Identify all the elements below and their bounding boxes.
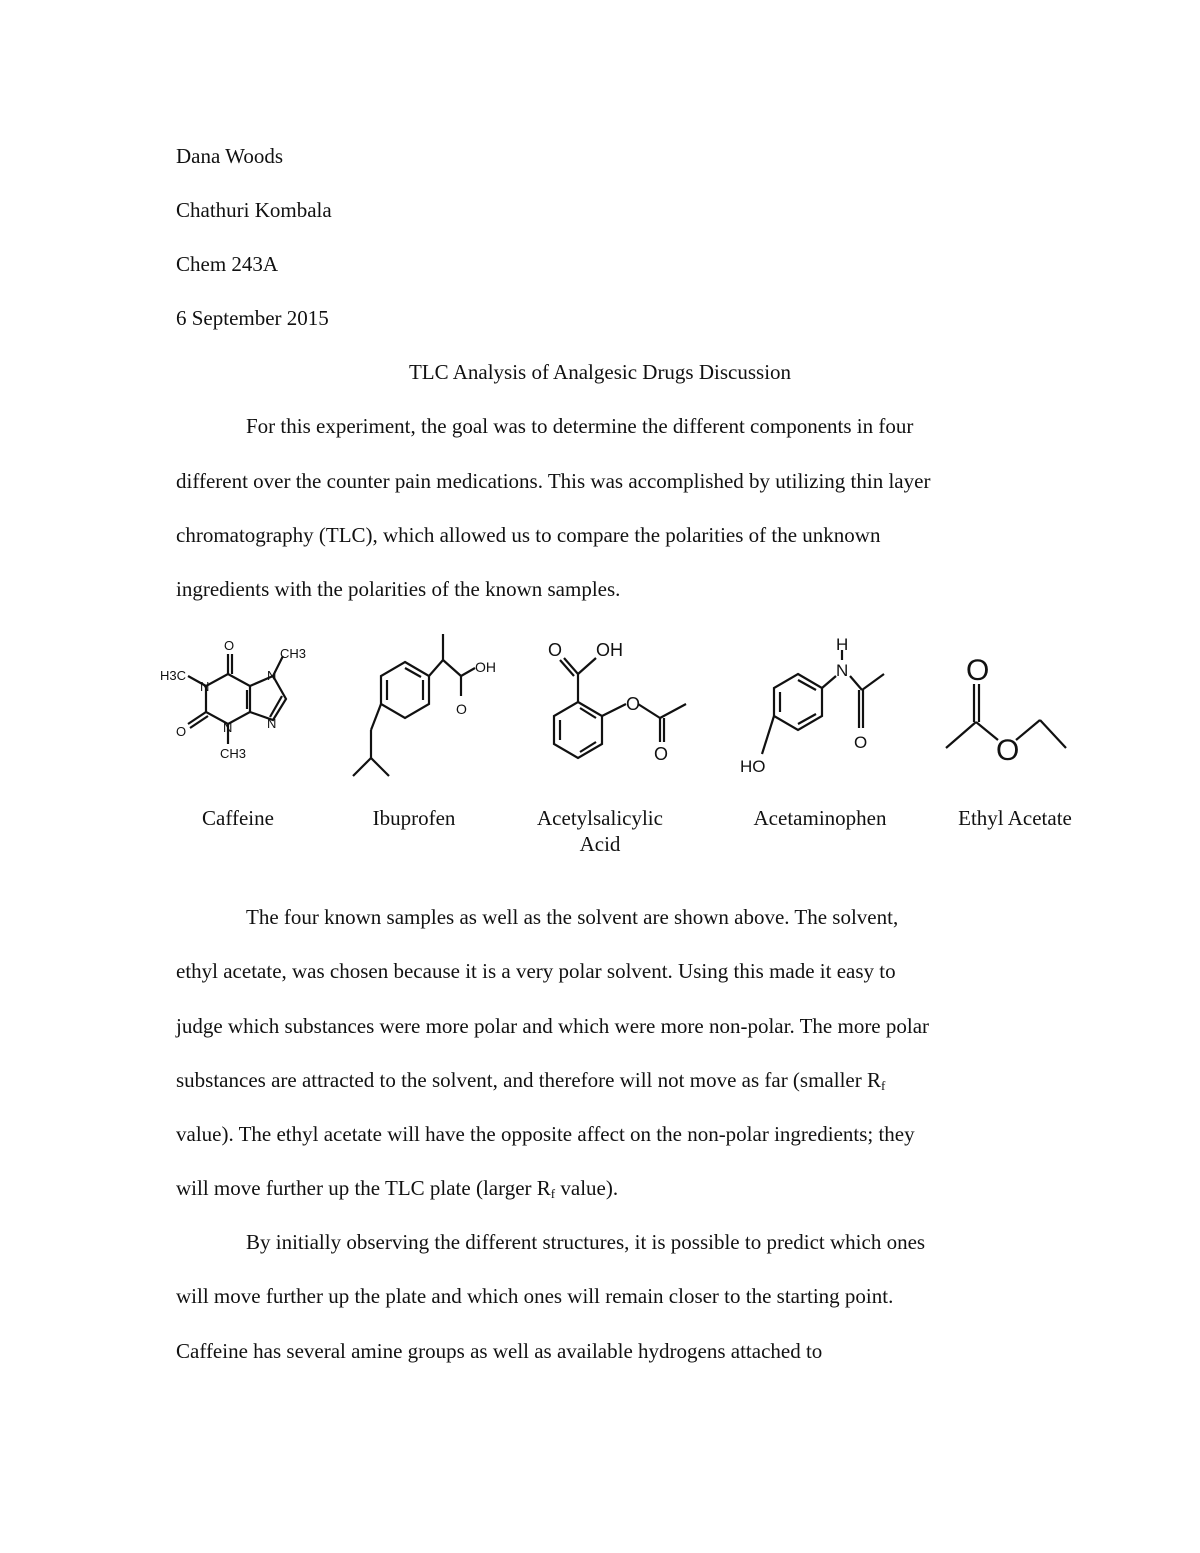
caption-acetylsalicylic-acid — [520, 805, 680, 857]
acetaminophen-atom-o: O — [854, 733, 868, 752]
page-title: TLC Analysis of Analgesic Drugs Discussion — [408, 360, 792, 384]
rf-subscript: f — [550, 1186, 556, 1201]
caffeine-atom-n3: N — [223, 720, 233, 735]
acetaminophen-atom-h: H — [836, 635, 849, 654]
paragraph-1-line-4: ingredients with the polarities of the known samples. — [176, 577, 621, 601]
ibuprofen-structure — [345, 632, 505, 782]
author-name: Dana Woods — [176, 144, 283, 168]
caffeine-atom-h3c: H3C — [160, 668, 187, 683]
ethyl-acetate-atom-o-ester: O — [996, 734, 1020, 767]
paragraph-2-line-6-text: will move further up the TLC plate (larger R — [176, 1176, 551, 1200]
caffeine-atom-o-left: O — [176, 724, 187, 739]
instructor-name: Chathuri Kombala — [176, 198, 332, 222]
caption-acetylsalicylic-line-2: Acid — [579, 832, 621, 856]
aspirin-atom-o-ester: O — [626, 694, 641, 714]
acetylsalicylic-acid-structure — [540, 632, 700, 782]
caption-acetylsalicylic-line-1: Acetylsalicylic — [537, 806, 663, 830]
aspirin-atom-o-carbonyl: O — [548, 640, 563, 660]
caffeine-atom-n1: N — [200, 679, 210, 694]
paragraph-2-line-5: value). The ethyl acetate will have the opposite affect on the non-polar ingredients; they — [176, 1122, 915, 1146]
caption-ibuprofen: Ibuprofen — [372, 806, 456, 830]
caption-acetaminophen: Acetaminophen — [753, 806, 887, 830]
aspirin-atom-o-acetyl: O — [654, 744, 669, 764]
course-name: Chem 243A — [176, 252, 279, 276]
paragraph-2-line-4-text: substances are attracted to the solvent, and therefore will not move as far (smaller R — [176, 1068, 881, 1092]
acetaminophen-atom-ho: HO — [740, 757, 766, 776]
paragraph-2-line-3: judge which substances were more polar and which were more non-polar. The more polar — [176, 1014, 930, 1038]
ibuprofen-atom-o: O — [456, 701, 467, 717]
paragraph-1-line-1: For this experiment, the goal was to determine the different components in four — [246, 414, 914, 438]
caption-ethyl-acetate: Ethyl Acetate — [958, 806, 1072, 830]
caffeine-atom-n7: N — [267, 668, 277, 683]
caffeine-atom-ch3-bottom: CH3 — [220, 746, 247, 761]
paragraph-2-line-2: ethyl acetate, was chosen because it is a very polar solvent. Using this made it easy to — [176, 959, 896, 983]
paragraph-1-line-3: chromatography (TLC), which allowed us to compare the polarities of the unknown — [176, 523, 881, 547]
paragraph-1-line-2: different over the counter pain medications. This was accomplished by utilizing thin layer — [176, 469, 931, 493]
caffeine-structure — [158, 632, 308, 782]
paragraph-2-line-6 — [176, 1175, 618, 1207]
ethyl-acetate-atom-o-carbonyl: O — [966, 654, 990, 687]
caffeine-atom-n9: N — [267, 716, 277, 731]
ibuprofen-atom-oh: OH — [475, 659, 496, 675]
paragraph-2-line-6-tail: value). — [555, 1176, 619, 1200]
paragraph-3-line-1: By initially observing the different structures, it is possible to predict which ones — [246, 1230, 926, 1254]
acetaminophen-atom-n: N — [836, 661, 849, 680]
caption-caffeine: Caffeine — [202, 806, 274, 830]
paragraph-3-line-2: will move further up the plate and which ones will remain closer to the starting point. — [176, 1284, 894, 1308]
caffeine-atom-o-top: O — [224, 638, 235, 653]
report-date: 6 September 2015 — [176, 306, 329, 330]
rf-subscript: f — [881, 1078, 886, 1093]
paragraph-2-line-1: The four known samples as well as the solvent are shown above. The solvent, — [246, 905, 899, 929]
acetaminophen-structure — [738, 632, 898, 782]
ethyl-acetate-structure — [940, 632, 1070, 782]
aspirin-atom-oh: OH — [596, 640, 623, 660]
caffeine-atom-ch3-right: CH3 — [280, 646, 307, 661]
paragraph-2-line-4 — [176, 1067, 885, 1099]
paragraph-3-line-3: Caffeine has several amine groups as well as available hydrogens attached to — [176, 1339, 823, 1363]
